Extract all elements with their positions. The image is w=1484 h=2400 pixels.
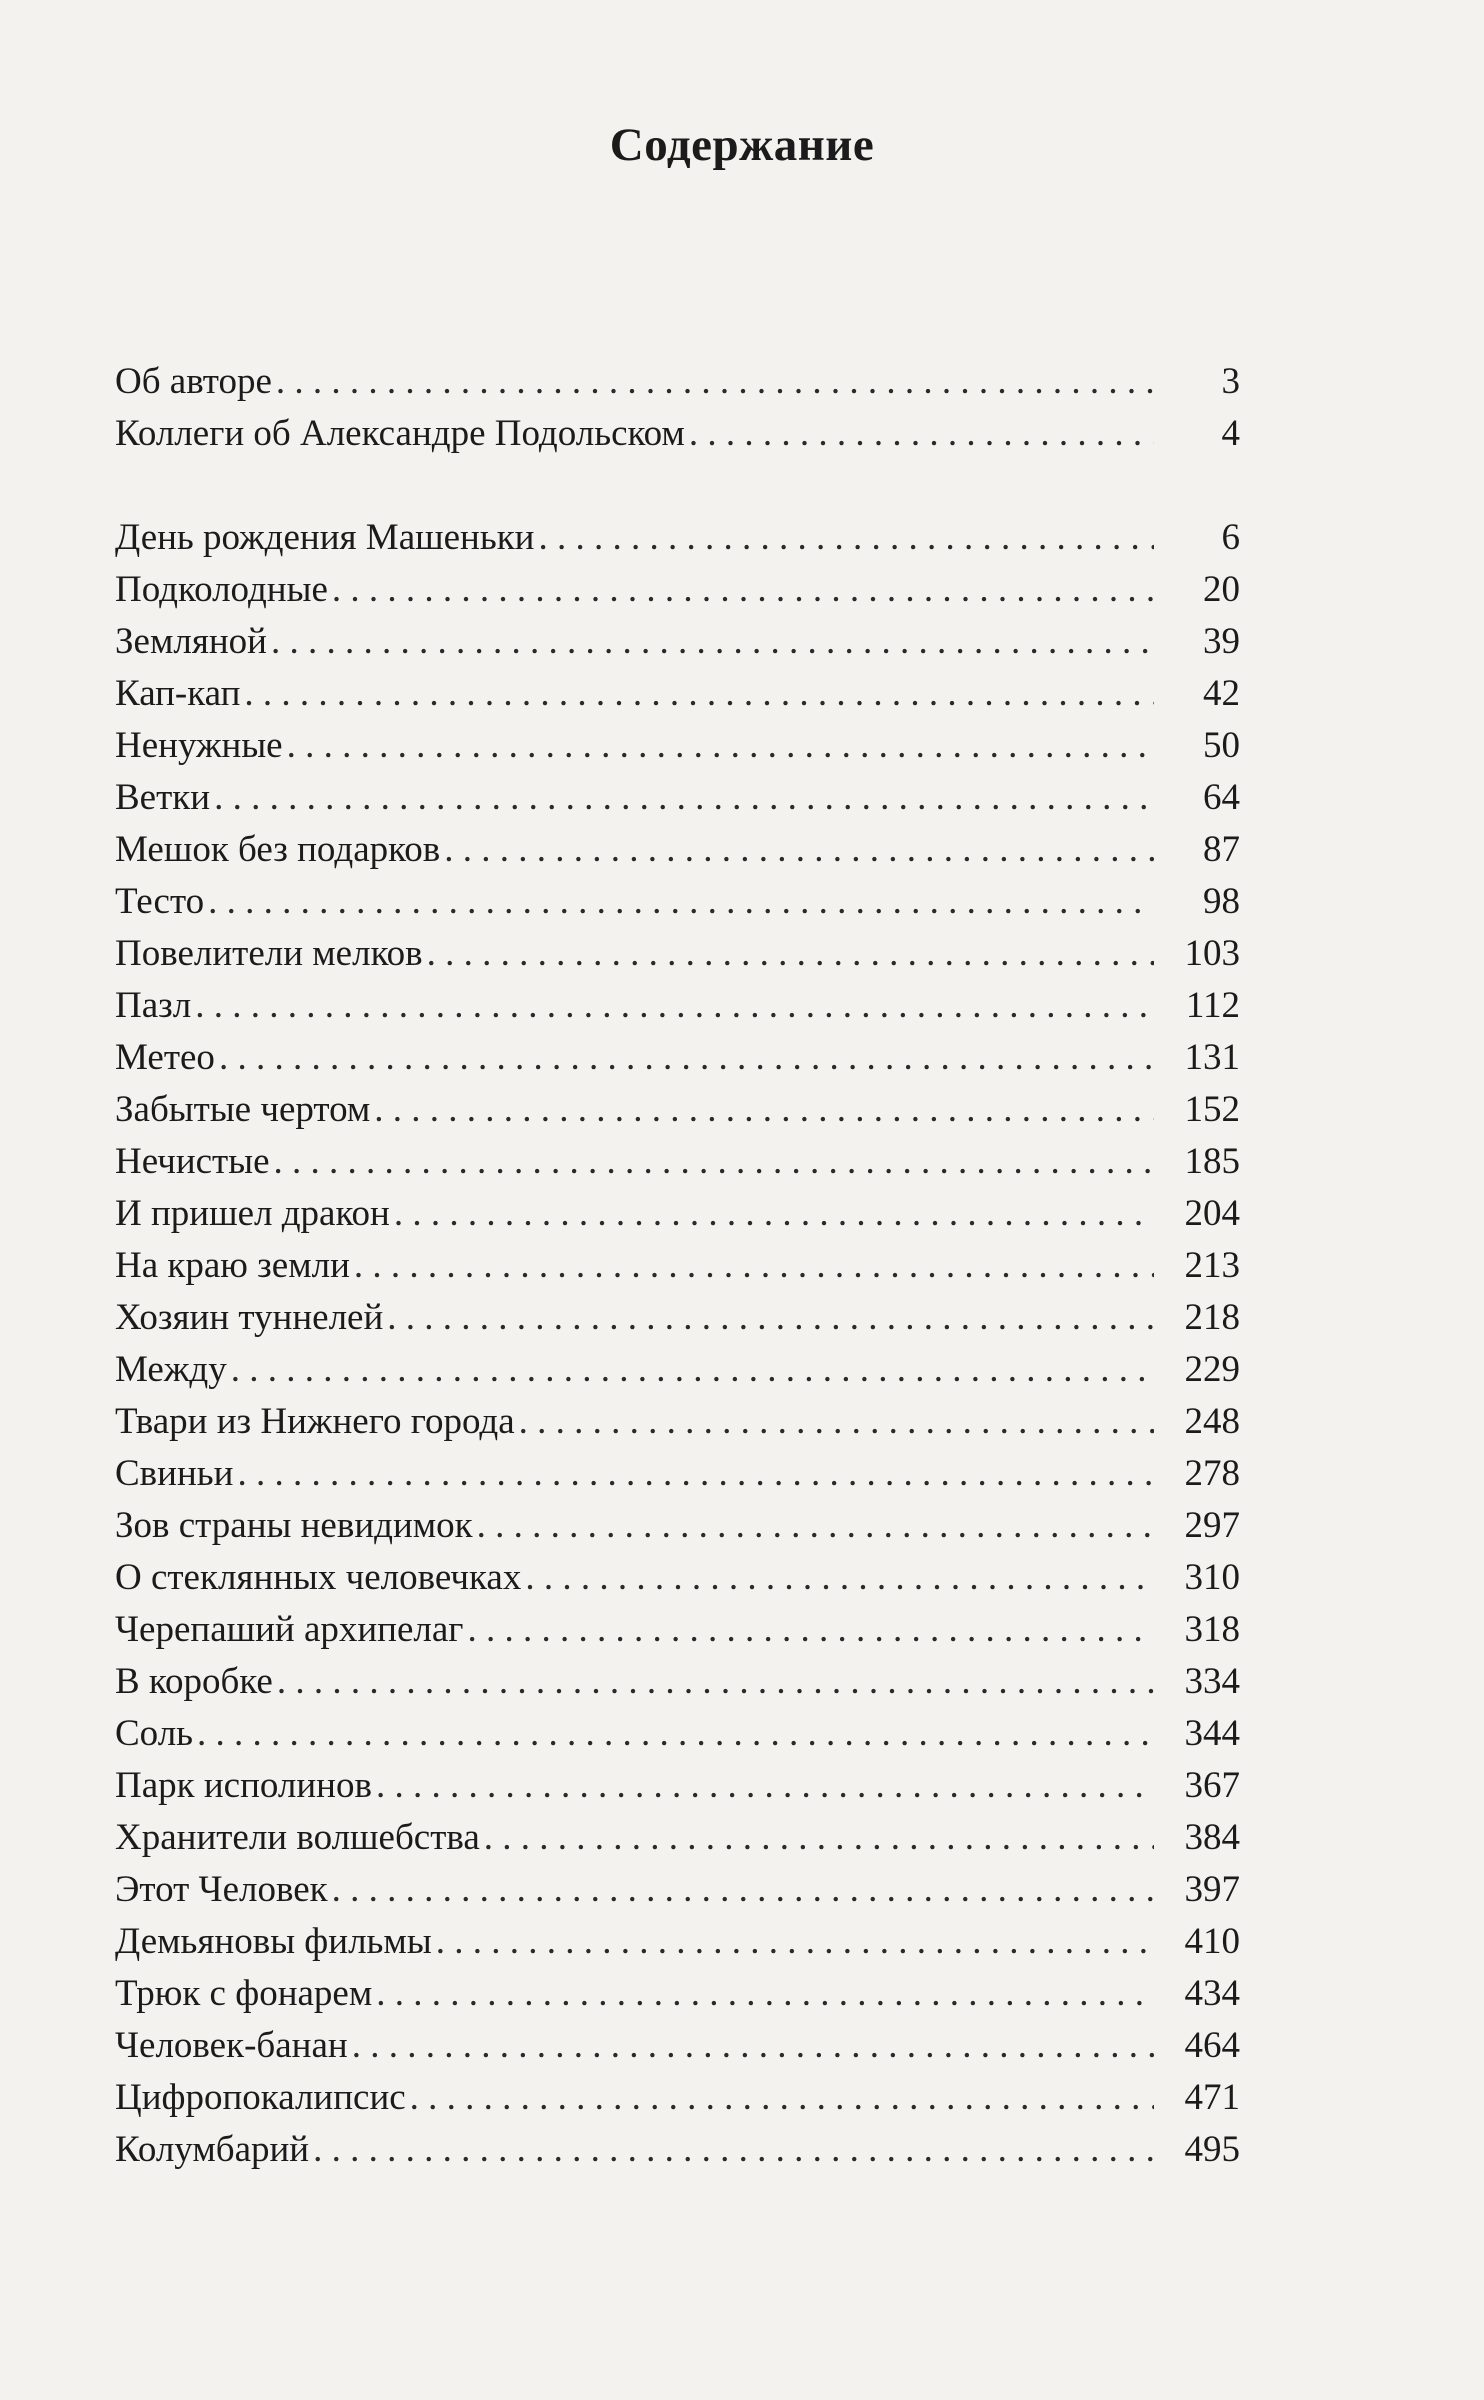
toc-entry-title: Трюк с фонарем <box>115 1973 373 2014</box>
toc-entry-page-number: 213 <box>1184 1245 1240 1286</box>
dot-leader <box>519 1396 1154 1448</box>
toc-entry-title: Коллеги об Александре Подольском <box>115 413 685 454</box>
toc-entry-page-number: 39 <box>1203 621 1240 662</box>
dot-leader <box>274 1136 1154 1188</box>
toc-entry-page-number: 471 <box>1184 2077 1240 2118</box>
toc-entry <box>115 980 1240 1032</box>
toc-entry-page-number: 87 <box>1203 829 1240 870</box>
toc-entry-page-number: 204 <box>1184 1193 1240 1234</box>
toc-entry-page-number: 464 <box>1184 2025 1240 2066</box>
toc-entry <box>115 772 1240 824</box>
dot-leader <box>387 1292 1154 1344</box>
toc-entry-title: На краю земли <box>115 1245 350 1286</box>
toc-entry-title: Пазл <box>115 985 192 1026</box>
toc-entry-title: Парк исполинов <box>115 1765 372 1806</box>
toc-entry <box>115 1188 1240 1240</box>
dot-leader <box>332 1864 1154 1916</box>
toc-entry-page-number: 64 <box>1203 777 1240 818</box>
toc-entry-title: Кап-кап <box>115 673 241 714</box>
toc-entry-title: День рождения Машеньки <box>115 517 535 558</box>
toc-entry-page-number: 229 <box>1184 1349 1240 1390</box>
toc-entry-title: Земляной <box>115 621 267 662</box>
toc-entry-page-number: 297 <box>1184 1505 1240 1546</box>
toc-entry <box>115 2072 1240 2124</box>
toc-entry-page-number: 384 <box>1184 1817 1240 1858</box>
dot-leader <box>352 2020 1154 2072</box>
toc-entry <box>115 1344 1240 1396</box>
toc-entry <box>115 1084 1240 1136</box>
dot-leader <box>376 1760 1154 1812</box>
dot-leader <box>244 668 1154 720</box>
toc-entry-title: О стеклянных человечках <box>115 1557 522 1598</box>
toc-entry <box>115 1916 1240 1968</box>
toc-entry-page-number: 103 <box>1184 933 1240 974</box>
toc-front-matter <box>115 356 1240 460</box>
toc-entry-title: Тесто <box>115 881 205 922</box>
toc-entry-page-number: 20 <box>1203 569 1240 610</box>
toc-entry <box>115 1448 1240 1500</box>
toc-entry <box>115 928 1240 980</box>
dot-leader <box>410 2072 1154 2124</box>
dot-leader <box>276 356 1154 408</box>
toc-entry <box>115 668 1240 720</box>
toc-stories <box>115 512 1240 2176</box>
toc-entry-title: Цифропокалипсис <box>115 2077 406 2118</box>
toc-entry <box>115 1708 1240 1760</box>
dot-leader <box>467 1604 1154 1656</box>
dot-leader <box>197 1708 1154 1760</box>
toc-entry-title: Человек-банан <box>115 2025 348 2066</box>
dot-leader <box>208 876 1154 928</box>
toc-entry-page-number: 3 <box>1221 361 1240 402</box>
dot-leader <box>477 1500 1154 1552</box>
toc-entry-page-number: 152 <box>1184 1089 1240 1130</box>
toc-entry-page-number: 112 <box>1185 985 1240 1026</box>
toc-entry-page-number: 310 <box>1184 1557 1240 1598</box>
dot-leader <box>444 824 1154 876</box>
page-title: Содержание <box>609 119 875 171</box>
toc-entry-page-number: 334 <box>1184 1661 1240 1702</box>
dot-leader <box>689 408 1154 460</box>
toc-entry-title: Метео <box>115 1037 215 1078</box>
dot-leader <box>484 1812 1154 1864</box>
toc-entry <box>115 1396 1240 1448</box>
toc-entry-title: Твари из Нижнего города <box>115 1401 515 1442</box>
toc-entry-title: Демьяновы фильмы <box>115 1921 432 1962</box>
toc-entry-title: Забытые чертом <box>115 1089 371 1130</box>
dot-leader <box>332 564 1154 616</box>
toc-entry-title: Подколодные <box>115 569 328 610</box>
toc-entry-page-number: 185 <box>1184 1141 1240 1182</box>
toc-entry-page-number: 278 <box>1184 1453 1240 1494</box>
toc-entry-page-number: 410 <box>1184 1921 1240 1962</box>
toc-entry-title: Мешок без подарков <box>115 829 441 870</box>
toc-entry-page-number: 397 <box>1184 1869 1240 1910</box>
toc-entry <box>115 1500 1240 1552</box>
toc-entry-page-number: 367 <box>1184 1765 1240 1806</box>
dot-leader <box>436 1916 1154 1968</box>
toc-entry-title: Нечистые <box>115 1141 270 1182</box>
toc-entry-title: Свиньи <box>115 1453 234 1494</box>
toc-entry <box>115 1032 1240 1084</box>
toc-entry-title: Хозяин туннелей <box>115 1297 384 1338</box>
toc-entry <box>115 1604 1240 1656</box>
toc-entry <box>115 1864 1240 1916</box>
toc-entry <box>115 408 1240 460</box>
toc-entry <box>115 512 1240 564</box>
toc-entry <box>115 356 1240 408</box>
toc-entry-page-number: 6 <box>1221 517 1240 558</box>
toc-entry-title: Хранители волшебства <box>115 1817 480 1858</box>
toc-entry <box>115 1656 1240 1708</box>
toc-entry-title: Ненужные <box>115 725 283 766</box>
dot-leader <box>271 616 1154 668</box>
toc-entry-title: Соль <box>115 1713 194 1754</box>
toc-entry <box>115 824 1240 876</box>
toc-entry-title: Колумбарий <box>115 2129 310 2170</box>
toc-entry-title: В коробке <box>115 1661 273 1702</box>
dot-leader <box>538 512 1154 564</box>
toc-entry-title: Зов страны невидимок <box>115 1505 473 1546</box>
toc-entry <box>115 1812 1240 1864</box>
toc-entry <box>115 876 1240 928</box>
toc-entry-title: Этот Человек <box>115 1869 328 1910</box>
toc-entry <box>115 2124 1240 2176</box>
toc-entry-title: Черепаший архипелаг <box>115 1609 464 1650</box>
dot-leader <box>313 2124 1154 2176</box>
toc-entry-title: Об авторе <box>115 361 272 402</box>
dot-leader <box>394 1188 1154 1240</box>
dot-leader <box>237 1448 1154 1500</box>
toc-entry <box>115 1136 1240 1188</box>
toc-entry-page-number: 4 <box>1221 413 1240 454</box>
dot-leader <box>231 1344 1154 1396</box>
dot-leader <box>374 1084 1154 1136</box>
dot-leader <box>214 772 1154 824</box>
dot-leader <box>287 720 1154 772</box>
dot-leader <box>195 980 1154 1032</box>
toc-entry <box>115 2020 1240 2072</box>
toc-entry-page-number: 344 <box>1184 1713 1240 1754</box>
toc-entry-page-number: 248 <box>1184 1401 1240 1442</box>
dot-leader <box>354 1240 1154 1292</box>
dot-leader <box>277 1656 1154 1708</box>
toc-entry-page-number: 318 <box>1184 1609 1240 1650</box>
toc-entry-page-number: 434 <box>1184 1973 1240 2014</box>
toc-entry <box>115 564 1240 616</box>
toc-entry-page-number: 495 <box>1184 2129 1240 2170</box>
toc-entry-page-number: 218 <box>1184 1297 1240 1338</box>
toc-entry-title: Ветки <box>115 777 211 818</box>
toc-entry <box>115 1968 1240 2020</box>
toc-entry <box>115 1552 1240 1604</box>
toc-entry <box>115 1240 1240 1292</box>
toc-entry-title: Повелители мелков <box>115 933 423 974</box>
toc-entry-page-number: 98 <box>1203 881 1240 922</box>
toc-entry <box>115 616 1240 668</box>
toc-entry <box>115 720 1240 772</box>
toc-entry-page-number: 131 <box>1184 1037 1240 1078</box>
toc-entry-page-number: 42 <box>1203 673 1240 714</box>
toc-entry-title: Между <box>115 1349 227 1390</box>
dot-leader <box>525 1552 1154 1604</box>
dot-leader <box>219 1032 1154 1084</box>
dot-leader <box>427 928 1154 980</box>
toc-entry-page-number: 50 <box>1203 725 1240 766</box>
toc-entry <box>115 1760 1240 1812</box>
toc-entry-title: И пришел дракон <box>115 1193 390 1234</box>
dot-leader <box>376 1968 1154 2020</box>
toc-entry <box>115 1292 1240 1344</box>
